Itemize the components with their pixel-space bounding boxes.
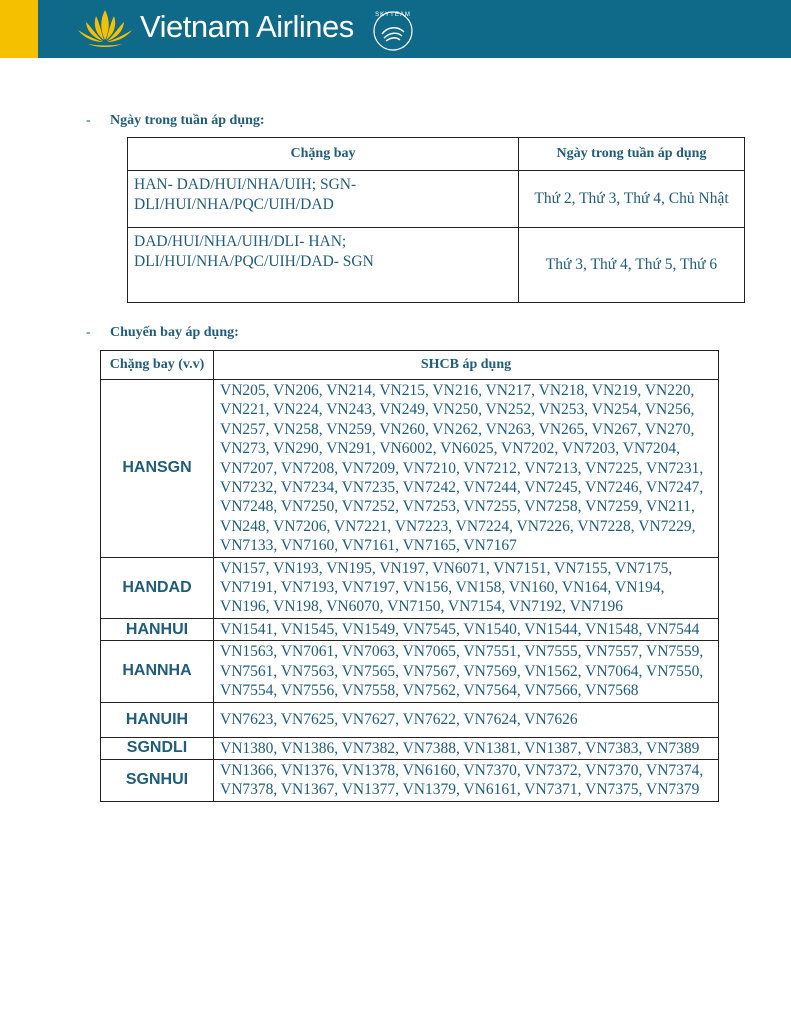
segment-cell: HANHUI (101, 618, 214, 640)
table-header-row (128, 138, 745, 171)
table-row (101, 557, 719, 618)
segment-cell: SGNHUI (101, 759, 214, 801)
table-row (128, 171, 745, 228)
header-route: Chặng bay (128, 138, 519, 171)
route-line: DLI/HUI/NHA/PQC/UIH/DAD- SGN (134, 253, 374, 270)
skyteam-label: SKYTEAM (375, 12, 411, 18)
segment-cell: HANNHA (101, 641, 214, 702)
route-line: HAN- DAD/HUI/NHA/UIH; SGN- (134, 176, 357, 193)
table-row (101, 702, 719, 737)
flight-numbers-cell: VN1563, VN7061, VN7063, VN7065, VN7551, VN7555, VN7557, VN7559, VN7561, VN7563, VN7565, VN7567, VN7569, VN1562, VN7064, VN7550, VN7554, VN7556, VN7558, VN7562, VN7564, VN7566, VN7568 (214, 641, 719, 702)
table-row (101, 618, 719, 640)
flights-table (100, 350, 719, 802)
section-flights-title: Chuyến bay áp dụng: (110, 325, 239, 340)
segment-cell: HANSGN (101, 380, 214, 558)
flight-numbers-cell: VN1541, VN1545, VN1549, VN7545, VN1540, VN1544, VN1548, VN7544 (214, 618, 719, 640)
table-row (128, 228, 745, 303)
route-line: DLI/HUI/NHA/PQC/UIH/DAD (134, 196, 334, 213)
brand-name: Vietnam Airlines (140, 9, 354, 44)
route-cell (128, 171, 519, 228)
bullet-dash: - (86, 113, 91, 128)
table-row (101, 641, 719, 702)
header-bar (0, 0, 791, 58)
table-header-row (101, 351, 719, 380)
segment-cell: SGNDLI (101, 737, 214, 759)
bullet-dash: - (86, 325, 91, 340)
route-line: DAD/HUI/NHA/UIH/DLI- HAN; (134, 233, 347, 250)
table-row (101, 380, 719, 558)
lotus-logo-icon (74, 6, 136, 48)
table-row (101, 759, 719, 801)
header-segment: Chặng bay (v.v) (101, 351, 214, 380)
days-table (127, 137, 745, 303)
flight-numbers-cell: VN1380, VN1386, VN7382, VN7388, VN1381, VN1387, VN7383, VN7389 (214, 737, 719, 759)
flight-numbers-cell: VN205, VN206, VN214, VN215, VN216, VN217, VN218, VN219, VN220, VN221, VN224, VN243, VN249, VN250, VN252, VN253, VN254, VN256, VN257, VN258, VN259, VN260, VN262, VN263, VN265, VN267, VN270, VN273, VN290, VN291, VN6002, VN6025, VN7202, VN7203, VN7204, VN7207, VN7208, VN7209, VN7210, VN7212, VN7213, VN7225, VN7231, VN7232, VN7234, VN7235, VN7242, VN7244, VN7245, VN7246, VN7247, VN7248, VN7250, VN7252, VN7253, VN7255, VN7258, VN7259, VN211, VN248, VN7206, VN7221, VN7223, VN7224, VN7226, VN7228, VN7229, VN7133, VN7160, VN7161, VN7165, VN7167 (214, 380, 719, 558)
days-cell: Thứ 2, Thứ 3, Thứ 4, Chủ Nhật (519, 171, 745, 228)
flight-numbers-cell: VN1366, VN1376, VN1378, VN6160, VN7370, VN7372, VN7370, VN7374, VN7378, VN1367, VN1377, VN1379, VN6161, VN7371, VN7375, VN7379 (214, 759, 719, 801)
header-accent-strip (0, 0, 38, 58)
table-row (101, 737, 719, 759)
header-flight-numbers: SHCB áp dụng (214, 351, 719, 380)
segment-cell: HANDAD (101, 557, 214, 618)
segment-cell: HANUIH (101, 702, 214, 737)
flight-numbers-cell: VN7623, VN7625, VN7627, VN7622, VN7624, VN7626 (214, 702, 719, 737)
flight-numbers-cell: VN157, VN193, VN195, VN197, VN6071, VN7151, VN7155, VN7175, VN7191, VN7193, VN7197, VN156, VN158, VN160, VN164, VN194, VN196, VN198, VN6070, VN7150, VN7154, VN7192, VN7196 (214, 557, 719, 618)
section-days-title: Ngày trong tuần áp dụng: (110, 113, 265, 128)
header-days: Ngày trong tuần áp dụng (519, 138, 745, 171)
days-cell: Thứ 3, Thứ 4, Thứ 5, Thứ 6 (519, 228, 745, 303)
route-cell (128, 228, 519, 303)
